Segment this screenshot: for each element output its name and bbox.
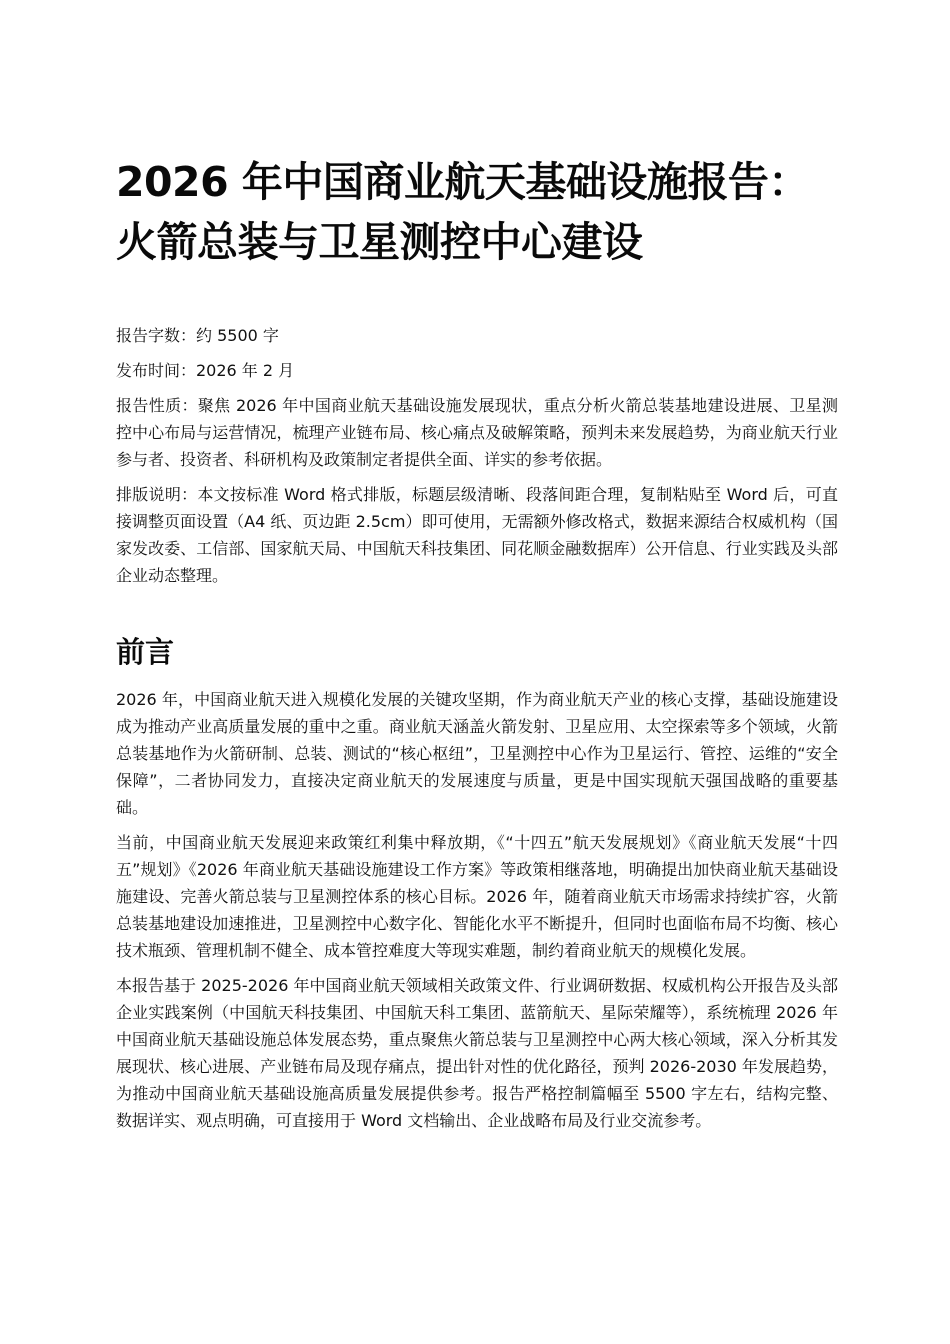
preface-paragraph: 当前，中国商业航天发展迎来政策红利集中释放期，《“十四五”航天发展规划》《商业航天发展“十四五”规划》《2026 年商业航天基础设施建设工作方案》等政策相继落地，明确提出加快商业航天基础设施建设、完善火箭总装与卫星测控体系的核心目标。2026 年，随着商业航天市场需求持续扩容，火箭总装基地建设加速推进，卫星测控中心数字化、智能化水平不断提升，但同时也面临布局不均衡、核心技术瓶颈、管理机制不健全、成本管控难度大等现实难题，制约着商业航天的规模化发展。 [116, 833, 838, 960]
document-title-line-1: 2026 年中国商业航天基础设施报告： [116, 158, 809, 206]
meta-layout-note: 排版说明：本文按标准 Word 格式排版，标题层级清晰、段落间距合理，复制粘贴至 Word 后，可直接调整页面设置（A4 纸、页边距 2.5cm）即可使用，无需额外修改格式，数据来源结合权威机构（国家发改委、工信部、国家航天局、中国航天科技集团、同花顺金融数据库）公开信息、行业实践及头部企业动态整理。 [116, 485, 838, 585]
preface-body [116, 686, 838, 1142]
meta-publish-time: 发布时间：2026 年 2 月 [116, 361, 295, 380]
preface-heading: 前言 [116, 635, 175, 669]
meta-report-nature: 报告性质：聚焦 2026 年中国商业航天基础设施发展现状，重点分析火箭总装基地建设进展、卫星测控中心布局与运营情况，梳理产业链布局、核心痛点及破解策略，预判未来发展趋势，为商业航天行业参与者、投资者、科研机构及政策制定者提供全面、详实的参考依据。 [116, 396, 838, 469]
meta-word-count: 报告字数：约 5500 字 [116, 326, 279, 345]
document-title [116, 152, 856, 272]
preface-paragraph: 本报告基于 2025-2026 年中国商业航天领域相关政策文件、行业调研数据、权威机构公开报告及头部企业实践案例（中国航天科技集团、中国航天科工集团、蓝箭航天、星际荣耀等），系统梳理 2026 年中国商业航天基础设施总体发展态势，重点聚焦火箭总装与卫星测控中心两大核心领域，深入分析其发展现状、核心进展、产业链布局及现存痛点，提出针对性的优化路径，预判 2026-2030 年发展趋势，为推动中国商业航天基础设施高质量发展提供参考。报告严格控制篇幅至 5500 字左右，结构完整、数据详实、观点明确，可直接用于 Word 文档输出、企业战略布局及行业交流参考。 [116, 976, 838, 1130]
document-title-line-2: 火箭总装与卫星测控中心建设 [116, 218, 643, 266]
preface-paragraph: 2026 年，中国商业航天进入规模化发展的关键攻坚期，作为商业航天产业的核心支撑，基础设施建设成为推动产业高质量发展的重中之重。商业航天涵盖火箭发射、卫星应用、太空探索等多个领域，火箭总装基地作为火箭研制、总装、测试的“核心枢纽”，卫星测控中心作为卫星运行、管控、运维的“安全保障”，二者协同发力，直接决定商业航天的发展速度与质量，更是中国实现航天强国战略的重要基础。 [116, 690, 838, 817]
report-meta [116, 322, 838, 597]
